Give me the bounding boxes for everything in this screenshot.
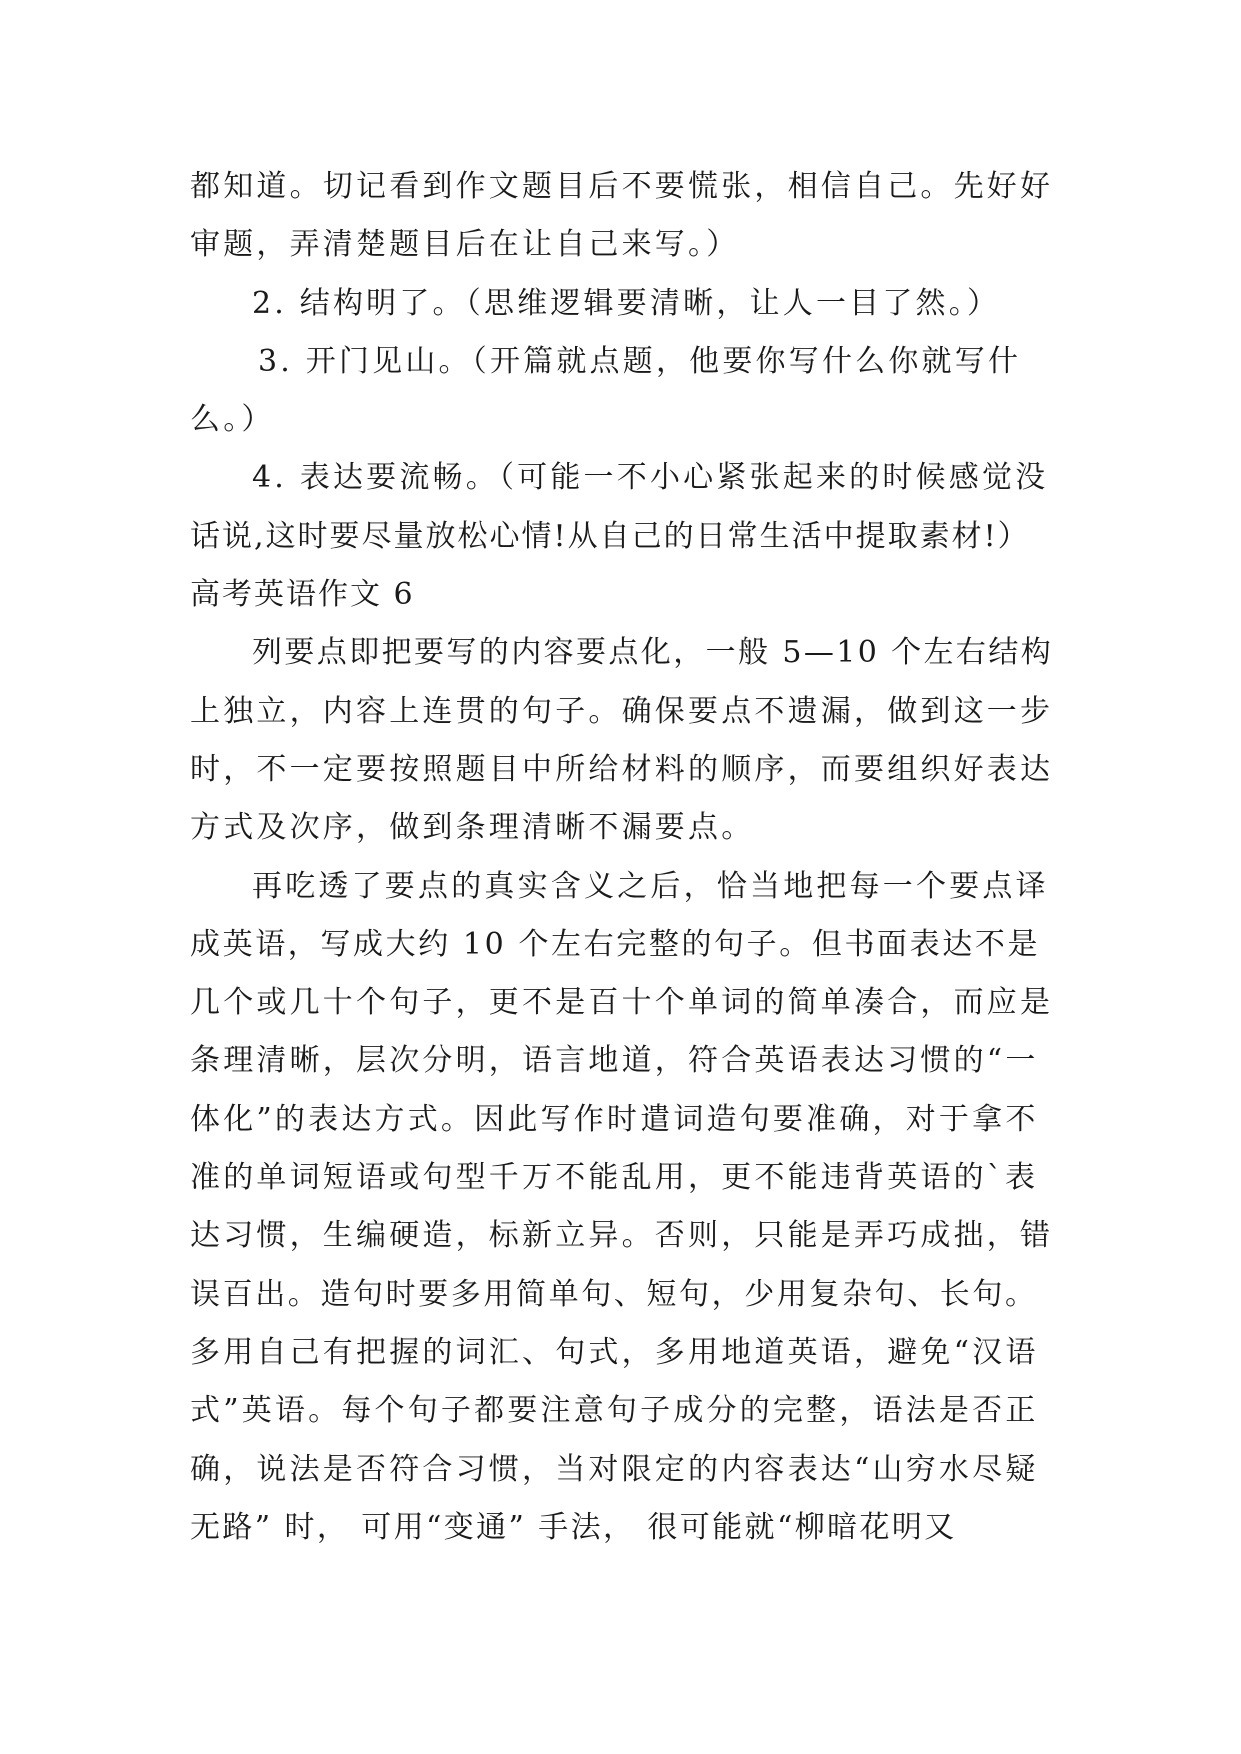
text-line: 体化”的表达方式。因此写作时遣词造句要准确，对于拿不 [190,1101,1039,1137]
text-line: 审题，弄清楚题目后在让自己来写。） [190,227,740,263]
text-line: 上独立，内容上连贯的句子。确保要点不遗漏，做到这一步 [190,693,1054,729]
text-line: 成英语，写成大约 10 个左右完整的句子。但书面表达不是 [190,926,1041,962]
text-line: 确，说法是否符合习惯，当对限定的内容表达“山穷水尽疑 [190,1451,1039,1487]
text-line: 多用自己有把握的词汇、句式，多用地道英语，避免“汉语 [190,1334,1039,1370]
paragraph-start: 再吃透了要点的真实含义之后，恰当地把每一个要点译 [252,868,1049,904]
section-heading: 高考英语作文 6 [190,577,415,613]
text-line: 条理清晰，层次分明，语言地道，符合英语表达习惯的“一 [190,1043,1039,1079]
paragraph-start: 列要点即把要写的内容要点化，一般 5—10 个左右结构 [252,635,1054,671]
text-line: 都知道。切记看到作文题目后不要慌张，相信自己。先好好 [190,169,1054,204]
text-line: 么。） [190,402,275,438]
text-line: 式”英语。每个句子都要注意句子成分的完整，语法是否正 [190,1393,1039,1429]
text-line: 方式及次序，做到条理清晰不漏要点。 [190,810,755,846]
text-line: 达习惯，生编硬造，标新立异。否则，只能是弄巧成拙，错 [190,1218,1054,1254]
list-item-3: 3. 开门见山。（开篇就点题，他要你写什么你就写什 [258,343,1022,379]
document-body [190,158,1054,1557]
text-line: 几个或几十个句子，更不是百十个单词的简单凑合，而应是 [190,985,1054,1021]
text-line: 准的单词短语或句型千万不能乱用，更不能违背英语的`表 [190,1160,1039,1196]
text-line: 话说,这时要尽量放松心情!从自己的日常生活中提取素材!） [190,518,1030,554]
list-item-4: 4. 表达要流畅。（可能一不小心紧张起来的时候感觉没 [252,460,1049,496]
text-line: 时，不一定要按照题目中所给材料的顺序，而要组织好表达 [190,751,1054,787]
text-line: 无路” 时， 可用“变通” 手法， 很可能就“柳暗花明又 [190,1509,957,1545]
text-line: 误百出。造句时要多用简单句、短句，少用复杂句、长句。 [190,1276,1038,1312]
list-item-2: 2. 结构明了。（思维逻辑要清晰，让人一目了然。） [252,285,1001,321]
